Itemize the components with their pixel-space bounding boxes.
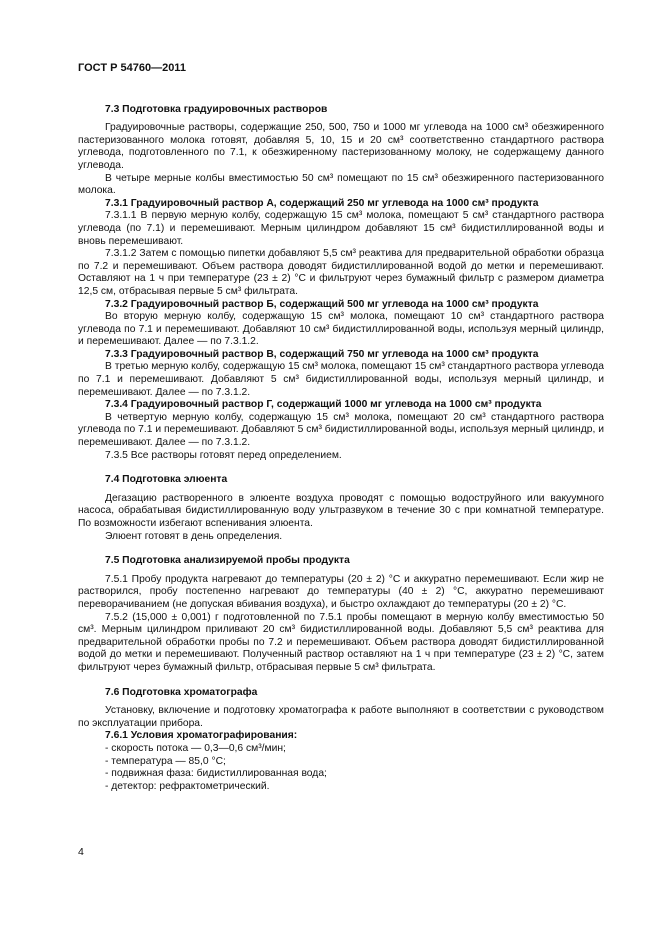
paragraph: Дегазацию растворенного в элюенте воздуха проводят с помощью водоструйного или вакуумного насоса, обрабатывая бидистиллированную воду ультразвуком в течение 30 с при комнатной температуре. По возможности избегают вспенивания элюента. xyxy=(78,492,604,529)
section-heading: 7.4 Подготовка элюента xyxy=(105,474,228,486)
paragraph: Градуировочные растворы, содержащие 250, 500, 750 и 1000 мг углевода на 1000 см³ обезжиренного пастеризованного молока готовят, добавляя 5, 10, 15 и 20 см³ соответственно стандартного раствора углевода, подготовленного по 7.1, к обезжиренному пастеризованному молоку, не содержащему данного углевода. xyxy=(78,122,604,171)
paragraph: Установку, включение и подготовку хроматографа к работе выполняют в соответствии с руководством по эксплуатации прибора. xyxy=(78,705,604,729)
list-item: - температура — 85,0 °С; xyxy=(105,755,226,767)
subsection-heading: 7.3.4 Градуировочный раствор Г, содержащий 1000 мг углевода на 1000 см³ продукта xyxy=(105,399,542,411)
paragraph: 7.3.5 Все растворы готовят перед определением. xyxy=(105,449,342,461)
paragraph: Во вторую мерную колбу, содержащую 15 см³ молока, помещают 10 см³ стандартного раствора углевода по 7.1 и перемешивают. Добавляют 10 см³ бидистиллированной воды, используя мерный цилиндр, и перемешивают. Далее — по 7.3.1.2. xyxy=(78,311,604,348)
document-page xyxy=(78,62,604,793)
section-heading: 7.5 Подготовка анализируемой пробы продукта xyxy=(105,555,350,567)
paragraph: 7.3.1.1 В первую мерную колбу, содержащую 15 см³ молока, помещают 5 см³ стандартного раствора углевода (по 7.1) и перемешивают. Мерным цилиндром добавляют 15 см³ бидистиллированной воды и вновь перемешивают. xyxy=(78,210,604,247)
document-body xyxy=(78,104,604,794)
document-header: ГОСТ Р 54760—2011 xyxy=(78,62,186,74)
list-item: - подвижная фаза: бидистиллированная вода; xyxy=(105,768,327,780)
section-heading: 7.6 Подготовка хроматографа xyxy=(105,686,258,698)
list-item: - детектор: рефрактометрический. xyxy=(105,780,270,792)
list-item: - скорость потока — 0,3—0,6 см³/мин; xyxy=(105,742,286,754)
paragraph: 7.5.1 Пробу продукта нагревают до температуры (20 ± 2) °С и аккуратно перемешивают. Если жир не растворился, пробу постепенно нагревают до температуры (40 ± 2) °С, аккуратно перемешивают переворачиванием (не допуская вбивания воздуха), и быстро охлаждают до температуры (20 ± 2) °С. xyxy=(78,573,604,610)
section-heading: 7.3 Подготовка градуировочных растворов xyxy=(105,103,328,115)
paragraph: В четыре мерные колбы вместимостью 50 см³ помещают по 15 см³ обезжиренного пастеризованного молока. xyxy=(78,172,604,197)
subsection-heading: 7.3.1 Градуировочный раствор А, содержащий 250 мг углевода на 1000 см³ продукта xyxy=(105,197,539,209)
paragraph: Элюент готовят в день определения. xyxy=(105,530,283,542)
subsection-heading: 7.6.1 Условия хроматографирования: xyxy=(105,730,298,742)
paragraph: 7.3.1.2 Затем с помощью пипетки добавляют 5,5 см³ реактива для предварительной обработки образца по 7.2 и перемешивают. Объем раствора доводят бидистиллированной водой до метки и перемешивают. Оставляют на 1 ч при температуре (23 ± 2) °С и фильтруют через бумажный фильтр с размером диаметра 12,5 см, отбрасывая первые 5 см³ фильтрата. xyxy=(78,248,604,297)
subsection-heading: 7.3.2 Градуировочный раствор Б, содержащий 500 мг углевода на 1000 см³ продукта xyxy=(105,298,539,310)
paragraph: 7.5.2 (15,000 ± 0,001) г подготовленной по 7.5.1 пробы помещают в мерную колбу вместимостью 50 см³. Мерным цилиндром приливают 20 см³ бидистиллированной воды. Добавляют 5,5 см³ реактива для предварительной обработки пробы по 7.2 и перемешивают. Объем раствора доводят бидистиллированной водой до метки и перемешивают. Полученный раствор оставляют на 1 ч при температуре (23 ± 2) °С, затем фильтруют через бумажный фильтр, отбрасывая первые 5 см³ фильтрата. xyxy=(78,611,604,673)
subsection-heading: 7.3.3 Градуировочный раствор В, содержащий 750 мг углевода на 1000 см³ продукта xyxy=(105,348,539,360)
paragraph: В третью мерную колбу, содержащую 15 см³ молока, помещают 15 см³ стандартного раствора углевода по 7.1 и перемешивают. Добавляют 5 см³ бидистиллированной воды, используя мерный цилиндр, и перемешивают. Далее — по 7.3.1.2. xyxy=(78,361,604,398)
paragraph: В четвертую мерную колбу, содержащую 15 см³ молока, помещают 20 см³ стандартного раствора углевода по 7.1 и перемешивают. Добавляют 5 см³ бидистиллированной воды, используя мерный цилиндр, и перемешивают. Далее — по 7.3.1.2. xyxy=(78,411,604,449)
page-number: 4 xyxy=(78,846,84,858)
